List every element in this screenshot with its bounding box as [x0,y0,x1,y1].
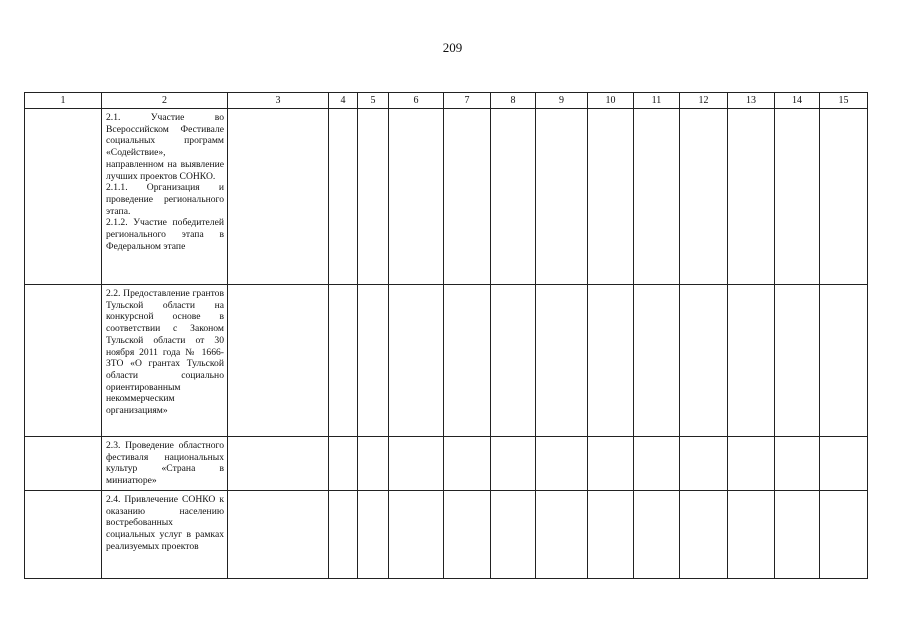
table-cell [329,491,358,579]
table-row [25,285,868,437]
table-cell [491,491,536,579]
table-cell [634,437,680,491]
table-cell [358,437,389,491]
measure-description: 2.2. Предоставление грантов Тульской области на конкурсной основе в соответствии с Законом Тульской области от 30 ноября 2011 года № 1666-ЗТО «О грантах Тульской области социально ориентированным некоммерческим организациям» [102,285,228,437]
table-cell [444,285,491,437]
table-cell [634,491,680,579]
table-cell [329,285,358,437]
table-cell [329,437,358,491]
table-cell [444,109,491,285]
column-header-6: 6 [389,93,444,109]
table-cell [820,109,868,285]
table-cell [358,109,389,285]
table-cell [728,109,775,285]
table-cell [728,437,775,491]
table-cell [389,109,444,285]
table-cell [25,491,102,579]
table-cell [820,491,868,579]
column-header-14: 14 [775,93,820,109]
column-header-1: 1 [25,93,102,109]
table-cell [228,285,329,437]
column-header-2: 2 [102,93,228,109]
table-cell [389,491,444,579]
column-header-15: 15 [820,93,868,109]
column-header-11: 11 [634,93,680,109]
table-cell [536,285,588,437]
column-header-7: 7 [444,93,491,109]
table-cell [820,285,868,437]
column-header-4: 4 [329,93,358,109]
table-cell [634,109,680,285]
table-cell [775,285,820,437]
table-cell [588,437,634,491]
page-number: 209 [442,40,463,55]
table-cell [491,285,536,437]
table-cell [329,109,358,285]
table-cell [389,285,444,437]
data-table [24,92,868,579]
table-cell [25,109,102,285]
table-cell [444,491,491,579]
column-header-10: 10 [588,93,634,109]
table-cell [588,491,634,579]
table-row [25,491,868,579]
table-cell [25,285,102,437]
table-cell [680,109,728,285]
table-cell [775,491,820,579]
table-cell [491,437,536,491]
table-cell [588,285,634,437]
measure-description: 2.3. Проведение областного фестиваля национальных культур «Страна в миниатюре» [102,437,228,491]
table-cell [358,491,389,579]
column-header-9: 9 [536,93,588,109]
table-cell [680,491,728,579]
table-cell [680,437,728,491]
column-header-12: 12 [680,93,728,109]
table-cell [536,491,588,579]
table-cell [775,437,820,491]
table-cell [775,109,820,285]
column-header-5: 5 [358,93,389,109]
table-cell [228,437,329,491]
table-cell [228,109,329,285]
table-cell [634,285,680,437]
table-cell [680,285,728,437]
table-row [25,437,868,491]
table-cell [228,491,329,579]
table-cell [728,491,775,579]
table-cell [389,437,444,491]
table-cell [444,437,491,491]
header-row [25,93,868,109]
table-cell [588,109,634,285]
table-cell [358,285,389,437]
table-cell [491,109,536,285]
table-cell [728,285,775,437]
table-cell [536,109,588,285]
measure-description: 2.4. Привлечение СОНКО к оказанию населению востребованных социальных услуг в рамках реализуемых проектов [102,491,228,579]
column-header-13: 13 [728,93,775,109]
table-cell [25,437,102,491]
column-header-3: 3 [228,93,329,109]
measure-description: 2.1. Участие во Всероссийском Фестивале социальных программ «Содействие», направленном на выявление лучших проектов СОНКО. 2.1.1. Организация и проведение регионального этапа. 2.1.2. Участие победителей регионального этапа в Федеральном этапе [102,109,228,285]
table-cell [820,437,868,491]
table-cell [536,437,588,491]
column-header-8: 8 [491,93,536,109]
table-row [25,109,868,285]
